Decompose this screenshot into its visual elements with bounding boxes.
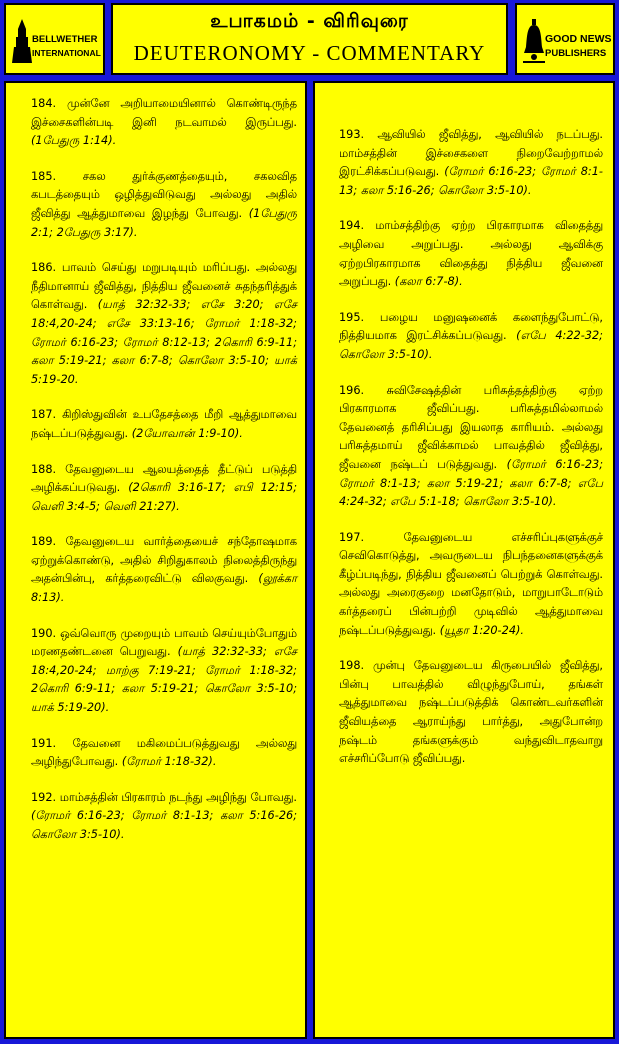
bellwether-line1: BELLWETHER (32, 34, 98, 45)
scripture-ref: (எபே 4:22-32; கொலோ 3:5-10). (339, 329, 603, 361)
english-title: DEUTERONOMY - COMMENTARY (133, 41, 486, 65)
right-column (313, 81, 615, 1039)
scripture-ref: (ரோமர் 1:18-32). (121, 755, 217, 769)
entry-198: 198. முன்பு தேவனுடைய கிருபையில் ஜீவித்து, பின்பு பாவத்தில் விழுந்துபோய், தங்கள் ஆத்துமாவை நஷ்டப்படுத்திக் கொண்டவர்களின் ஜீவியத்தை ஆராய்ந்து பார்த்து, அதுபோன்ற நஷ்டம் தங்களுக்கும் வந்துவிடாதவாறு எச்சரிப்போடு ஜீவிப்பது. (339, 659, 603, 766)
good-news-line1: GOOD NEWS (545, 33, 612, 45)
entry-194: 194. மாம்சத்திற்கு ஏற்ற பிரகாரமாக விதைத்து அழிவை அறுப்பது. அல்லது ஆவிக்கு ஏற்றபிரகாரமாக விதைத்து நித்திய ஜீவனை அறுப்பது. (கலா 6:7-8). (339, 219, 603, 289)
entry-195: 195. பழைய மனுஷனைக் களைந்துபோட்டு, நித்தியமாக இரட்சிக்கப்படுவது. (எபே 4:22-32; கொலோ 3:5-10). (339, 310, 603, 361)
scripture-ref: (1பேதுரு 1:14). (31, 134, 117, 148)
header-title-box (111, 3, 508, 75)
entry-184: 184. முன்னே அறியாமையினால் கொண்டிருந்த இச்சைகளின்படி இனி நடவாமல் இருப்பது. (1பேதுரு 1:14). (31, 97, 297, 148)
scripture-ref: (ரோமர் 6:16-23; ரோமர் 8:1-13; கலா 5:16-26; கொலோ 3:5-10). (339, 165, 603, 197)
publisher-logo-left (4, 3, 105, 75)
entry-190: 190. ஒவ்வொரு முறையும் பாவம் செய்யும்போதும் மரணதண்டனை பெறுவது. (யாத் 32:32-33; எசே 18:4,20-24; மாற்கு 7:19-21; ரோமர் 1:18-32; 2கொரி 6:9-11; கலா 5:19-21; கொலோ 3:5-10; யாக் 5:19-20). (31, 626, 298, 715)
scripture-ref: (ரோமர் 6:16-23; ரோமர் 8:1-13; கலா 5:19-21; கலா 6:7-8; எபே 4:24-32; எபே 5:1-18; கொலோ 3:5-10). (339, 457, 603, 509)
scripture-ref: (2கொரி 3:16-17; எபி 12:15; வெளி 3:4-5; வெளி 21:27). (31, 481, 298, 513)
scripture-ref: (2யோவான் 1:9-10). (131, 426, 243, 440)
entry-191: 191. தேவனை மகிமைப்படுத்துவது அல்லது அழிந்துபோவது. (ரோமர் 1:18-32). (31, 736, 297, 769)
good-news-logo (523, 17, 613, 65)
publisher-logo-right (515, 3, 615, 75)
entry-186: 186. பாவம் செய்து மறுபடியும் மரிப்பது. அல்லது நீதிமானாய் ஜீவித்து, நித்திய ஜீவனைச் சுதந்தரித்துக் கொள்வது. (யாத் 32:32-33; எசே 3:20; எசே 18:4,20-24; எசே 33:13-16; ரோமர் 1:18-32; ரோமர் 6:16-23; ரோமர் 8:12-13; 2கொரி 6:9-11; கலா 5:19-21; கலா 6:7-8; கொலோ 3:5-10; யாக் 5:19-20. (31, 261, 298, 386)
left-column (4, 81, 307, 1039)
entry-192: 192. மாம்சத்தின் பிரகாரம் நடந்து அழிந்து போவது. (ரோமர் 6:16-23; ரோமர் 8:1-13; கலா 5:16-26; கொலோ 3:5-10). (31, 790, 297, 841)
scripture-ref: (யூதா 1:20-24). (439, 623, 525, 637)
bell-tower-icon (12, 19, 32, 63)
entry-187: 187. கிறிஸ்துவின் உபதேசத்தை மீறி ஆத்துமாவை நஷ்டப்படுத்துவது. (2யோவான் 1:9-10). (31, 408, 297, 440)
scripture-ref: (லூக்கா 8:13). (31, 572, 298, 605)
tamil-title: உபாகமம் - விரிவுரை (210, 10, 409, 32)
good-news-line2: PUBLISHERS (545, 48, 607, 59)
entry-189: 189. தேவனுடைய வார்த்தையைச் சந்தோஷமாக ஏற்றுக்கொண்டு, அதில் சிறிதுகாலம் நிலைத்திருந்து அதன்பின்பு, கர்த்தரைவிட்டு விலகுவது. (லூக்கா 8:13). (31, 535, 298, 605)
scripture-ref: (யாத் 32:32-33; எசே 3:20; எசே 18:4,20-24; எசே 33:13-16; ரோமர் 1:18-32; ரோமர் 6:16-23; ரோமர் 8:12-13; 2கொரி 6:9-11; கலா 5:19-21; கலா 6:7-8; கொலோ 3:5-10; யாக் 5:19-20. (31, 298, 298, 386)
scripture-ref: (யாத் 32:32-33; எசே 18:4,20-24; மாற்கு 7:19-21; ரோமர் 1:18-32; 2கொரி 6:9-11; கலா 5:19-21; கொலோ 3:5-10; யாக் 5:19-20). (31, 645, 298, 715)
bellwether-logo (12, 17, 102, 65)
entry-196: 196. சுவிசேஷத்தின் பரிசுத்தத்திற்கு ஏற்ற பிரகாரமாக ஜீவிப்பது. பரிசுத்தமில்லாமல் தேவனைத் தரிசிப்பது இயலாத காரியம். அல்லது பரிசுத்தமாய் ஜீவிக்காமல் பாவத்தில் ஜீவித்து, ஜீவனை நஷ்டப் படுத்துவது. (ரோமர் 6:16-23; ரோமர் 8:1-13; கலா 5:19-21; கலா 6:7-8; எபே 4:24-32; எபே 5:1-18; கொலோ 3:5-10). (339, 383, 603, 509)
scripture-ref: (கலா 6:7-8). (394, 275, 463, 289)
bell-icon (523, 19, 545, 63)
entry-185: 185. சகல துர்க்குணத்தையும், சகலவித கபடத்தையும் ஒழித்துவிடுவது அல்லது அதில் ஜீவித்து ஆத்துமாவை இழந்து போவது. (1பேதுரு 2:1; 2பேதுரு 3:17). (31, 169, 298, 239)
bellwether-line2: INTERNATIONAL (32, 48, 101, 58)
scripture-ref: (ரோமர் 6:16-23; ரோமர் 8:1-13; கலா 5:16-26; கொலோ 3:5-10). (31, 809, 297, 841)
entry-197: 197. தேவனுடைய எச்சரிப்புகளுக்குச் செவிகொடுத்து, அவருடைய நிபந்தனைகளுக்குக் கீழ்ப்படிந்து, நித்திய ஜீவனைப் பெற்றுக் கொள்வது. அல்லது அரைகுறை மனதோடும், மாறுபாடோடும் கர்த்தரைப் பின்பற்றி முடிவில் ஆத்துமாவை நஷ்டப்படுத்துவது. (யூதா 1:20-24). (339, 530, 603, 637)
entry-188: 188. தேவனுடைய ஆலயத்தைத் தீட்டுப் படுத்தி அழிக்கப்படுவது. (2கொரி 3:16-17; எபி 12:15; வெளி 3:4-5; வெளி 21:27). (31, 462, 298, 513)
scripture-ref: (1பேதுரு 2:1; 2பேதுரு 3:17). (31, 206, 298, 239)
entry-193: 193. ஆவியில் ஜீவித்து, ஆவியில் நடப்பது. மாம்சத்தின் இச்சைகளை நிறைவேற்றாமல் இரட்சிக்கப்படுவது. (ரோமர் 6:16-23; ரோமர் 8:1-13; கலா 5:16-26; கொலோ 3:5-10). (339, 128, 603, 197)
